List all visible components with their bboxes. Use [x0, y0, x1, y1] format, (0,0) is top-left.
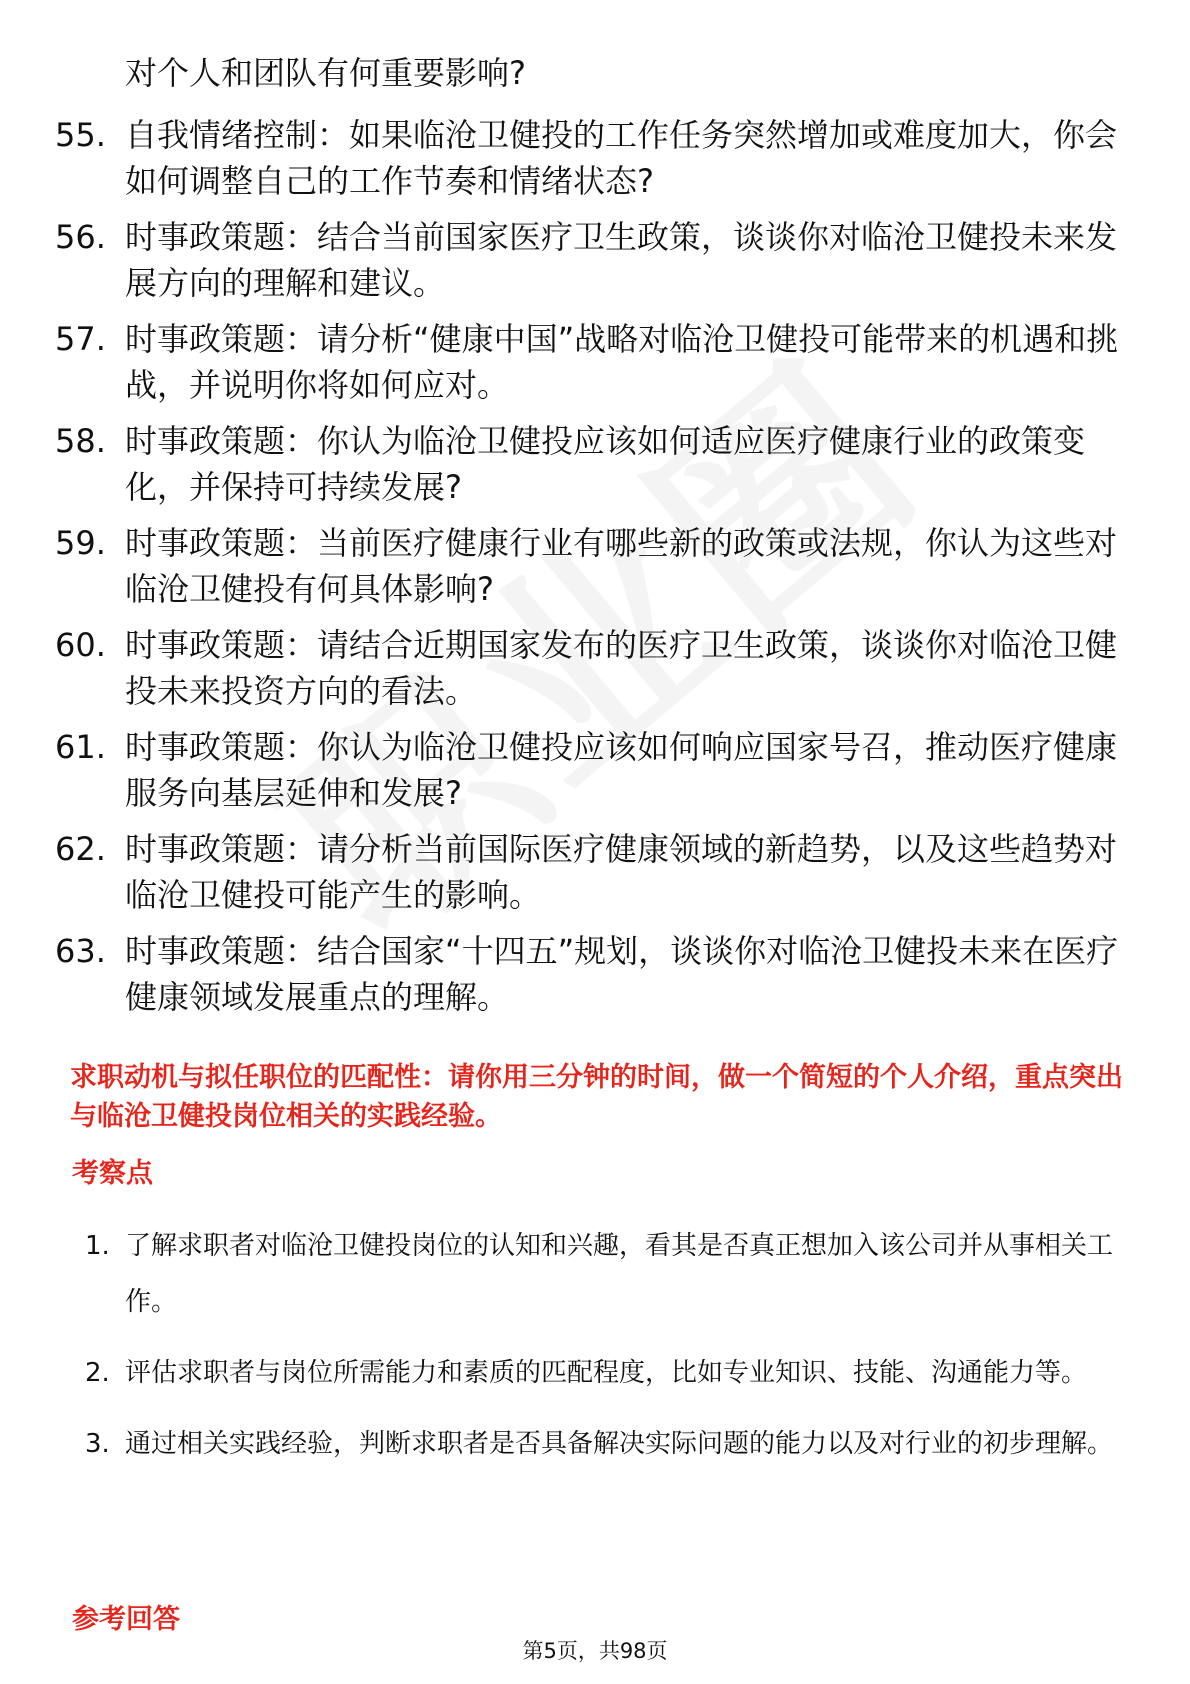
question-number: 62. — [55, 830, 106, 868]
question-text: 时事政策题：结合当前国家医疗卫生政策，谈谈你对临沧卫健投未来发展方向的理解和建议。 — [125, 218, 1118, 302]
question-text: 时事政策题：你认为临沧卫健投应该如何响应国家号召，推动医疗健康服务向基层延伸和发展? — [125, 728, 1118, 812]
question-number: 56. — [55, 218, 106, 256]
question-text: 时事政策题：你认为临沧卫健投应该如何适应医疗健康行业的政策变化，并保持可持续发展? — [125, 422, 1086, 506]
list-item — [55, 622, 1135, 714]
page-footer: 第5页，共98页 — [522, 1639, 668, 1663]
point-number: 3. — [85, 1429, 110, 1459]
question-text: 时事政策题：请分析“健康中国”战略对临沧卫健投可能带来的机遇和挑战，并说明你将如何应对。 — [125, 320, 1119, 404]
list-item — [55, 214, 1135, 306]
list-item — [55, 928, 1135, 1020]
question-text: 自我情绪控制：如果临沧卫健投的工作任务突然增加或难度加大，你会如何调整自己的工作节奏和情绪状态? — [125, 116, 1118, 200]
question-text: 时事政策题：请分析当前国际医疗健康领域的新趋势，以及这些趋势对临沧卫健投可能产生的影响。 — [125, 830, 1118, 914]
list-item — [85, 1416, 1130, 1472]
point-text: 了解求职者对临沧卫健投岗位的认知和兴趣，看其是否真正想加入该公司并从事相关工作。 — [125, 1231, 1114, 1317]
question-number: 61. — [55, 728, 106, 766]
question-number: 63. — [55, 932, 106, 970]
question-number: 57. — [55, 320, 106, 358]
section-title-points: 考察点 — [72, 1158, 153, 1189]
question-number: 60. — [55, 626, 106, 664]
points-list — [85, 1218, 1130, 1487]
list-item — [85, 1345, 1130, 1401]
question-continuation: 对个人和团队有何重要影响? — [125, 54, 526, 92]
list-item — [85, 1218, 1130, 1330]
point-text: 评估求职者与岗位所需能力和素质的匹配程度，比如专业知识、技能、沟通能力等。 — [125, 1358, 1088, 1388]
question-number: 58. — [55, 422, 106, 460]
point-number: 2. — [85, 1358, 110, 1388]
question-text: 时事政策题：请结合近期国家发布的医疗卫生政策，谈谈你对临沧卫健投未来投资方向的看法。 — [125, 626, 1118, 710]
list-item — [55, 316, 1135, 408]
question-text: 时事政策题：结合国家“十四五”规划，谈谈你对临沧卫健投未来在医疗健康领域发展重点的理解。 — [125, 932, 1119, 1016]
list-item — [55, 724, 1135, 816]
question-number: 55. — [55, 116, 106, 154]
point-text: 通过相关实践经验，判断求职者是否具备解决实际问题的能力以及对行业的初步理解。 — [125, 1429, 1114, 1459]
list-item — [55, 520, 1135, 612]
list-item — [55, 418, 1135, 510]
point-number: 1. — [85, 1231, 110, 1261]
highlighted-question: 求职动机与拟任职位的匹配性：请你用三分钟的时间，做一个简短的个人介绍，重点突出与临沧卫健投岗位相关的实践经验。 — [70, 1062, 1123, 1132]
question-list — [55, 112, 1135, 1030]
question-number: 59. — [55, 524, 106, 562]
question-text: 时事政策题：当前医疗健康行业有哪些新的政策或法规，你认为这些对临沧卫健投有何具体影响? — [125, 524, 1118, 608]
list-item — [55, 826, 1135, 918]
list-item — [55, 112, 1135, 204]
section-title-answer: 参考回答 — [72, 1604, 180, 1635]
